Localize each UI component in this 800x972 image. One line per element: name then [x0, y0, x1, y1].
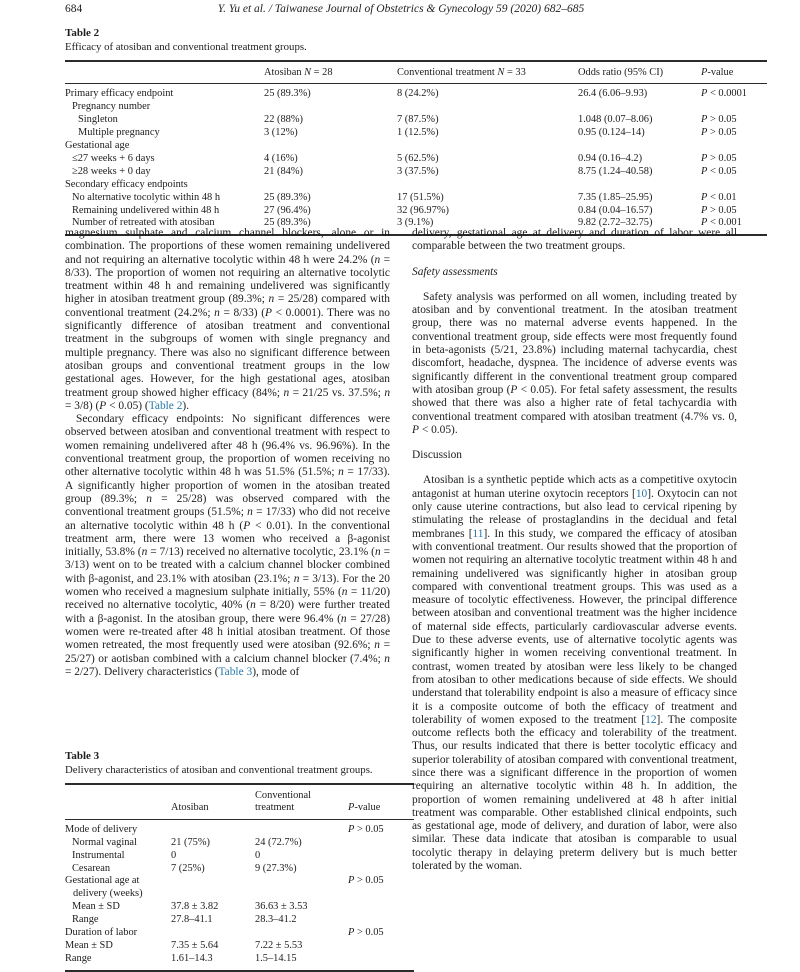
table-cell: 7.22 ± 5.53 [255, 939, 303, 951]
table-cell [255, 927, 348, 940]
table-cell [397, 179, 578, 192]
row-label: Primary efficacy endpoint [65, 88, 174, 100]
table-cell: 8 (24.2%) [397, 88, 439, 100]
table-cell: 22 (88%) [264, 114, 303, 126]
table-3-block [65, 750, 390, 972]
running-header [65, 3, 737, 18]
row-label: Singleton [78, 114, 118, 126]
text-column-left [65, 227, 390, 745]
table-row [65, 192, 767, 205]
row-label: Multiple pregnancy [78, 127, 160, 139]
row-label: Remaining undelivered within 48 h [72, 204, 220, 216]
table-row [65, 901, 414, 914]
table-row [65, 837, 414, 850]
table-row [65, 927, 414, 940]
table-cell [255, 875, 348, 901]
table-cell: 0 [171, 849, 177, 861]
table-cell [348, 953, 414, 971]
row-label: Instrumental [72, 849, 125, 861]
row-label: Gestational age at delivery (weeks) [65, 875, 143, 900]
table-cell: 17 (51.5%) [397, 191, 444, 203]
table-cell: 7 (87.5%) [397, 114, 439, 126]
row-label: Duration of labor [65, 927, 138, 939]
table-cell: 21 (84%) [264, 165, 303, 177]
table-ref-link[interactable]: Table 2 [148, 399, 183, 412]
row-label: Mode of delivery [65, 823, 138, 835]
table-row [65, 179, 767, 192]
table-cell: 21 (75%) [171, 836, 210, 848]
table-cell [348, 850, 414, 863]
table-cell: 3 (37.5%) [397, 165, 439, 177]
table-cell: P > 0.05 [701, 204, 737, 216]
table-cell [701, 101, 767, 114]
row-label: ≥28 weeks + 0 day [72, 165, 151, 177]
table-row [65, 953, 414, 971]
text-column-right [412, 227, 737, 935]
table-cell: 0 [255, 849, 261, 861]
table-header-row [65, 784, 414, 819]
table-cell: P > 0.05 [701, 127, 737, 139]
table-cell: P > 0.05 [701, 114, 737, 126]
table-cell: 7.35 (1.85–25.95) [578, 191, 653, 203]
row-label: Pregnancy number [72, 101, 151, 113]
table-cell [578, 101, 701, 114]
row-label: ≤27 weeks + 6 days [72, 152, 155, 164]
column-header: P-value [701, 61, 767, 84]
table-cell [348, 914, 414, 927]
table-cell [397, 101, 578, 114]
table-cell: 5 (62.5%) [397, 152, 439, 164]
column-header: Conventional treatment N = 33 [397, 61, 578, 84]
table-cell: 9.82 (2.72–32.75) [578, 217, 653, 229]
table-cell: 3 (12%) [264, 127, 298, 139]
table-2-caption: Efficacy of atosiban and conventional treatment groups. [65, 41, 307, 53]
table-cell: 7.35 ± 5.64 [171, 939, 219, 951]
table-3-label: Table 3 [65, 750, 100, 762]
table-cell: 26.4 (6.06–9.93) [578, 88, 648, 100]
table-cell [171, 875, 255, 901]
table-cell [264, 140, 397, 153]
column-header: P-value [348, 784, 414, 819]
row-label: Gestational age [65, 140, 130, 152]
column-header [65, 784, 171, 819]
table-cell [348, 863, 414, 876]
table-cell [397, 140, 578, 153]
table-row [65, 101, 767, 114]
table-cell [578, 179, 701, 192]
table-cell: 8.75 (1.24–40.58) [578, 165, 653, 177]
table-cell: 1.048 (0.07–8.06) [578, 114, 653, 126]
table-header-row [65, 61, 767, 84]
table-cell: 28.3–41.2 [255, 914, 297, 926]
table-cell [171, 927, 255, 940]
table-row [65, 114, 767, 127]
body-paragraph: Atosiban is a synthetic peptide which acts as a competitive oxytocin antagonist at human uterine oxytocin receptors [10]. Oxytocin can not only cause uterine contractions, but also lead to cervical ripening by stimulating the release of prostaglandins in the decidual and fetal membranes [11]. In this study, we compared the efficacy of atosiban with conventional treatment. Our results showed that the proportion of women not requiring an alternative tocolytic treatment within 48 h and remaining undelivered was significantly higher in atosiban group compared with conventional treatment groups. This was used as a measure of tocolytic effectiveness. However, the principal difference between atosiban and conventional treatment was the higher incidence of maternal side effects, particularly cardiovascular adverse events. Due to these adverse events, use of alternative tocolytic agents was significantly higher in women receiving conventional treatment. In contrast, women treated by atosiban were less likely to be changed from atosiban to other medications because of side effects. We should understand that tolerability endpoint is also a measure of efficacy since it is a composite outcome of both the efficacy of treatment and tolerability of women exposed to the treatment [12]. The composite outcome reflects both the efficacy and tolerability of the treatment. Thus, our results indicated that there is better tocolytic efficacy and superior tolerability of atosiban compared with conventional treatment, since there was a significant difference in the proportion of women requiring an alternative tocolytic within 48 h. In addition, the proportion of women remaining undelivered at 48 h after initial treatment was comparable. Other established clinical endpoints, such as gestational age, mode of delivery, and duration of labor, were also similar. These data indicate that atosiban is comparable to usual tocolytic therapy in delaying preterm delivery but is much better tolerated by the woman. [412, 474, 737, 873]
table-ref-link[interactable]: Table 3 [218, 665, 253, 678]
table-row [65, 166, 767, 179]
row-label: Mean ± SD [65, 939, 113, 951]
section-heading-discussion: Discussion [412, 449, 462, 462]
table-cell: P > 0.05 [348, 927, 384, 939]
table-row [65, 819, 414, 836]
section-heading-safety-assessments: Safety assessments [412, 265, 498, 278]
table-cell: 0.84 (0.04–16.57) [578, 204, 653, 216]
table-cell: P < 0.001 [701, 217, 742, 229]
row-label: Mean ± SD [72, 901, 120, 913]
table-cell [171, 819, 255, 836]
column-header [65, 61, 264, 84]
table-cell: 36.63 ± 3.53 [255, 901, 308, 913]
table-row [65, 863, 414, 876]
column-header: Odds ratio (95% CI) [578, 61, 701, 84]
table-cell: P < 0.05 [701, 165, 737, 177]
table-cell: 9 (27.3%) [255, 862, 297, 874]
citation-link[interactable]: 12 [645, 713, 657, 726]
citation-link[interactable]: 10 [635, 487, 648, 500]
column-header: Atosiban [171, 784, 255, 819]
table-cell: P < 0.0001 [701, 88, 747, 100]
row-label: Secondary efficacy endpoints [65, 178, 188, 190]
table-cell [348, 940, 414, 953]
table-cell: 0.94 (0.16–4.2) [578, 152, 643, 164]
table-cell [255, 819, 348, 836]
table-row [65, 127, 767, 140]
table-3-caption: Delivery characteristics of atosiban and conventional treatment groups. [65, 764, 373, 776]
table-cell: 0.95 (0.124–14) [578, 127, 645, 139]
table-cell: 25 (89.3%) [264, 191, 311, 203]
table-row [65, 84, 767, 101]
table-row [65, 850, 414, 863]
table-cell [264, 179, 397, 192]
row-label: Normal vaginal [72, 836, 137, 848]
table-row [65, 153, 767, 166]
table-cell: 25 (89.3%) [264, 217, 311, 229]
table-cell: 3 (9.1%) [397, 217, 434, 229]
table-row [65, 914, 414, 927]
table-cell: 25 (89.3%) [264, 88, 311, 100]
table-cell: 32 (96.97%) [397, 204, 449, 216]
table-row [65, 140, 767, 153]
table-cell: 1.61–14.3 [171, 952, 213, 964]
body-paragraph: Safety analysis was performed on all women, including treated by atosiban and by conventional treatment. In the atosiban treatment group, there was no maternal adverse events happened. In the conventional treatment group, side effects were most frequently found in beta-agonists (5/21, 23.8%) including maternal tachycardia, chest discomfort, headache, dyspnea. The incidence of adverse events was significantly different in the conventional treatment group compared with atosiban group (P < 0.05). For fetal safety assessment, the results showed that there was also a higher rate of fetal tachycardia with conventional treatment compared with atosiban treatment (4.7% vs. 0, P < 0.05). [412, 290, 738, 436]
table-2-label: Table 2 [65, 27, 100, 39]
table-cell: P < 0.01 [701, 191, 737, 203]
body-paragraph: delivery, gestational age at delivery and duration of labor were all comparable between the two treatment groups. [412, 227, 737, 253]
table-cell: 27 (96.4%) [264, 204, 311, 216]
table-row [65, 875, 414, 901]
table-row [65, 940, 414, 953]
page-number: 684 [65, 3, 83, 15]
table-cell: 4 (16%) [264, 152, 298, 164]
table-2 [65, 60, 767, 236]
table-cell: 1.5–14.15 [255, 952, 297, 964]
row-label: Cesarean [72, 862, 111, 874]
row-label: Number of retreated with atosiban [72, 217, 215, 229]
row-label: No alternative tocolytic within 48 h [72, 191, 221, 203]
table-cell [578, 140, 701, 153]
row-label: Range [65, 952, 92, 964]
table-cell [701, 140, 767, 153]
column-header: Atosiban N = 28 [264, 61, 397, 84]
table-cell [348, 837, 414, 850]
table-cell: 24 (72.7%) [255, 836, 302, 848]
table-cell: P > 0.05 [348, 875, 384, 887]
table-cell: 7 (25%) [171, 862, 205, 874]
table-cell [264, 101, 397, 114]
running-title: Y. Yu et al. / Taiwanese Journal of Obstetrics & Gynecology 59 (2020) 682–685 [217, 3, 585, 15]
table-cell [701, 179, 767, 192]
table-2-block [65, 27, 747, 236]
table-cell: 1 (12.5%) [397, 127, 439, 139]
table-cell: 27.8–41.1 [171, 914, 213, 926]
table-cell: P > 0.05 [701, 152, 737, 164]
table-3 [65, 783, 414, 972]
row-label: Range [72, 914, 99, 926]
body-paragraph: Secondary efficacy endpoints: No significant differences were observed between atosiban and conventional treatment with respect to women remaining undelivered after 48 h (96.4% vs. 96.96%). In the conventional treatment group, the proportion of women receiving no other alternative tocolytic within 48 h was 51.5% (51.5%; n = 17/33). A significantly higher proportion of women in the atosiban treated group (89.3%; n = 25/28) was observed compared with the conventional treatment groups (51.5%; n = 17/33) who did not receive an alternative tocolytic within 48 h (P < 0.01). In the conventional treatment arm, there were 13 women who received a β-agonist initially, 53.8% (n = 7/13) received no alternative tocolytic, 23.1% (n = 3/13) went on to be treated with a calcium channel blocker combined with β-agonist, and 23.1% with atosiban (23.1%; n = 3/13). For the 20 women who received a magnesium sulphate initially, 55% (n = 11/20) received no alternative tocolytic, 40% (n = 8/20) were further treated with a β-agonist. In the atosiban group, there were 96.4% (n = 27/28) women were re-treated after 48 h initial atosiban treatment. Of those women retreated, the most frequently used were atosiban (92.6%; n = 25/27) or aotisban combined with a calcium channel blocker (7.4%; n = 2/27). Delivery characteristics (Table 3), mode of [65, 413, 391, 678]
citation-link[interactable]: 11 [472, 527, 484, 540]
column-header: Conventional treatment [255, 784, 348, 819]
table-cell: 37.8 ± 3.82 [171, 901, 219, 913]
table-cell [348, 901, 414, 914]
table-cell: P > 0.05 [348, 823, 384, 835]
body-paragraph: magnesium sulphate and calcium channel blockers, alone or in combination. The proportions of these women remaining undelivered and not requiring an alternative tocolytic within 48 h were 24.2% (n = 8/33). The proportion of women not requiring an alternative tocolytic treatment within 48 h and remaining undelivered was significantly higher in atosiban treatment group (89.3%; n = 25/28) compared with conventional treatment (24.2%; n = 8/33) (P < 0.0001). There was no significantly difference of atosiban treatment and conventional treatment in the subgroups of women with single pregnancy and multiple pregnancy. There was also no significant difference between atosiban groups and conventional treatment groups in the low gestational ages. However, for the high gestational ages, atosiban treatment group showed higher efficacy (84%; n = 21/25 vs. 37.5%; n = 3/8) (P < 0.05) (Table 2). [65, 227, 391, 412]
table-row [65, 205, 767, 218]
